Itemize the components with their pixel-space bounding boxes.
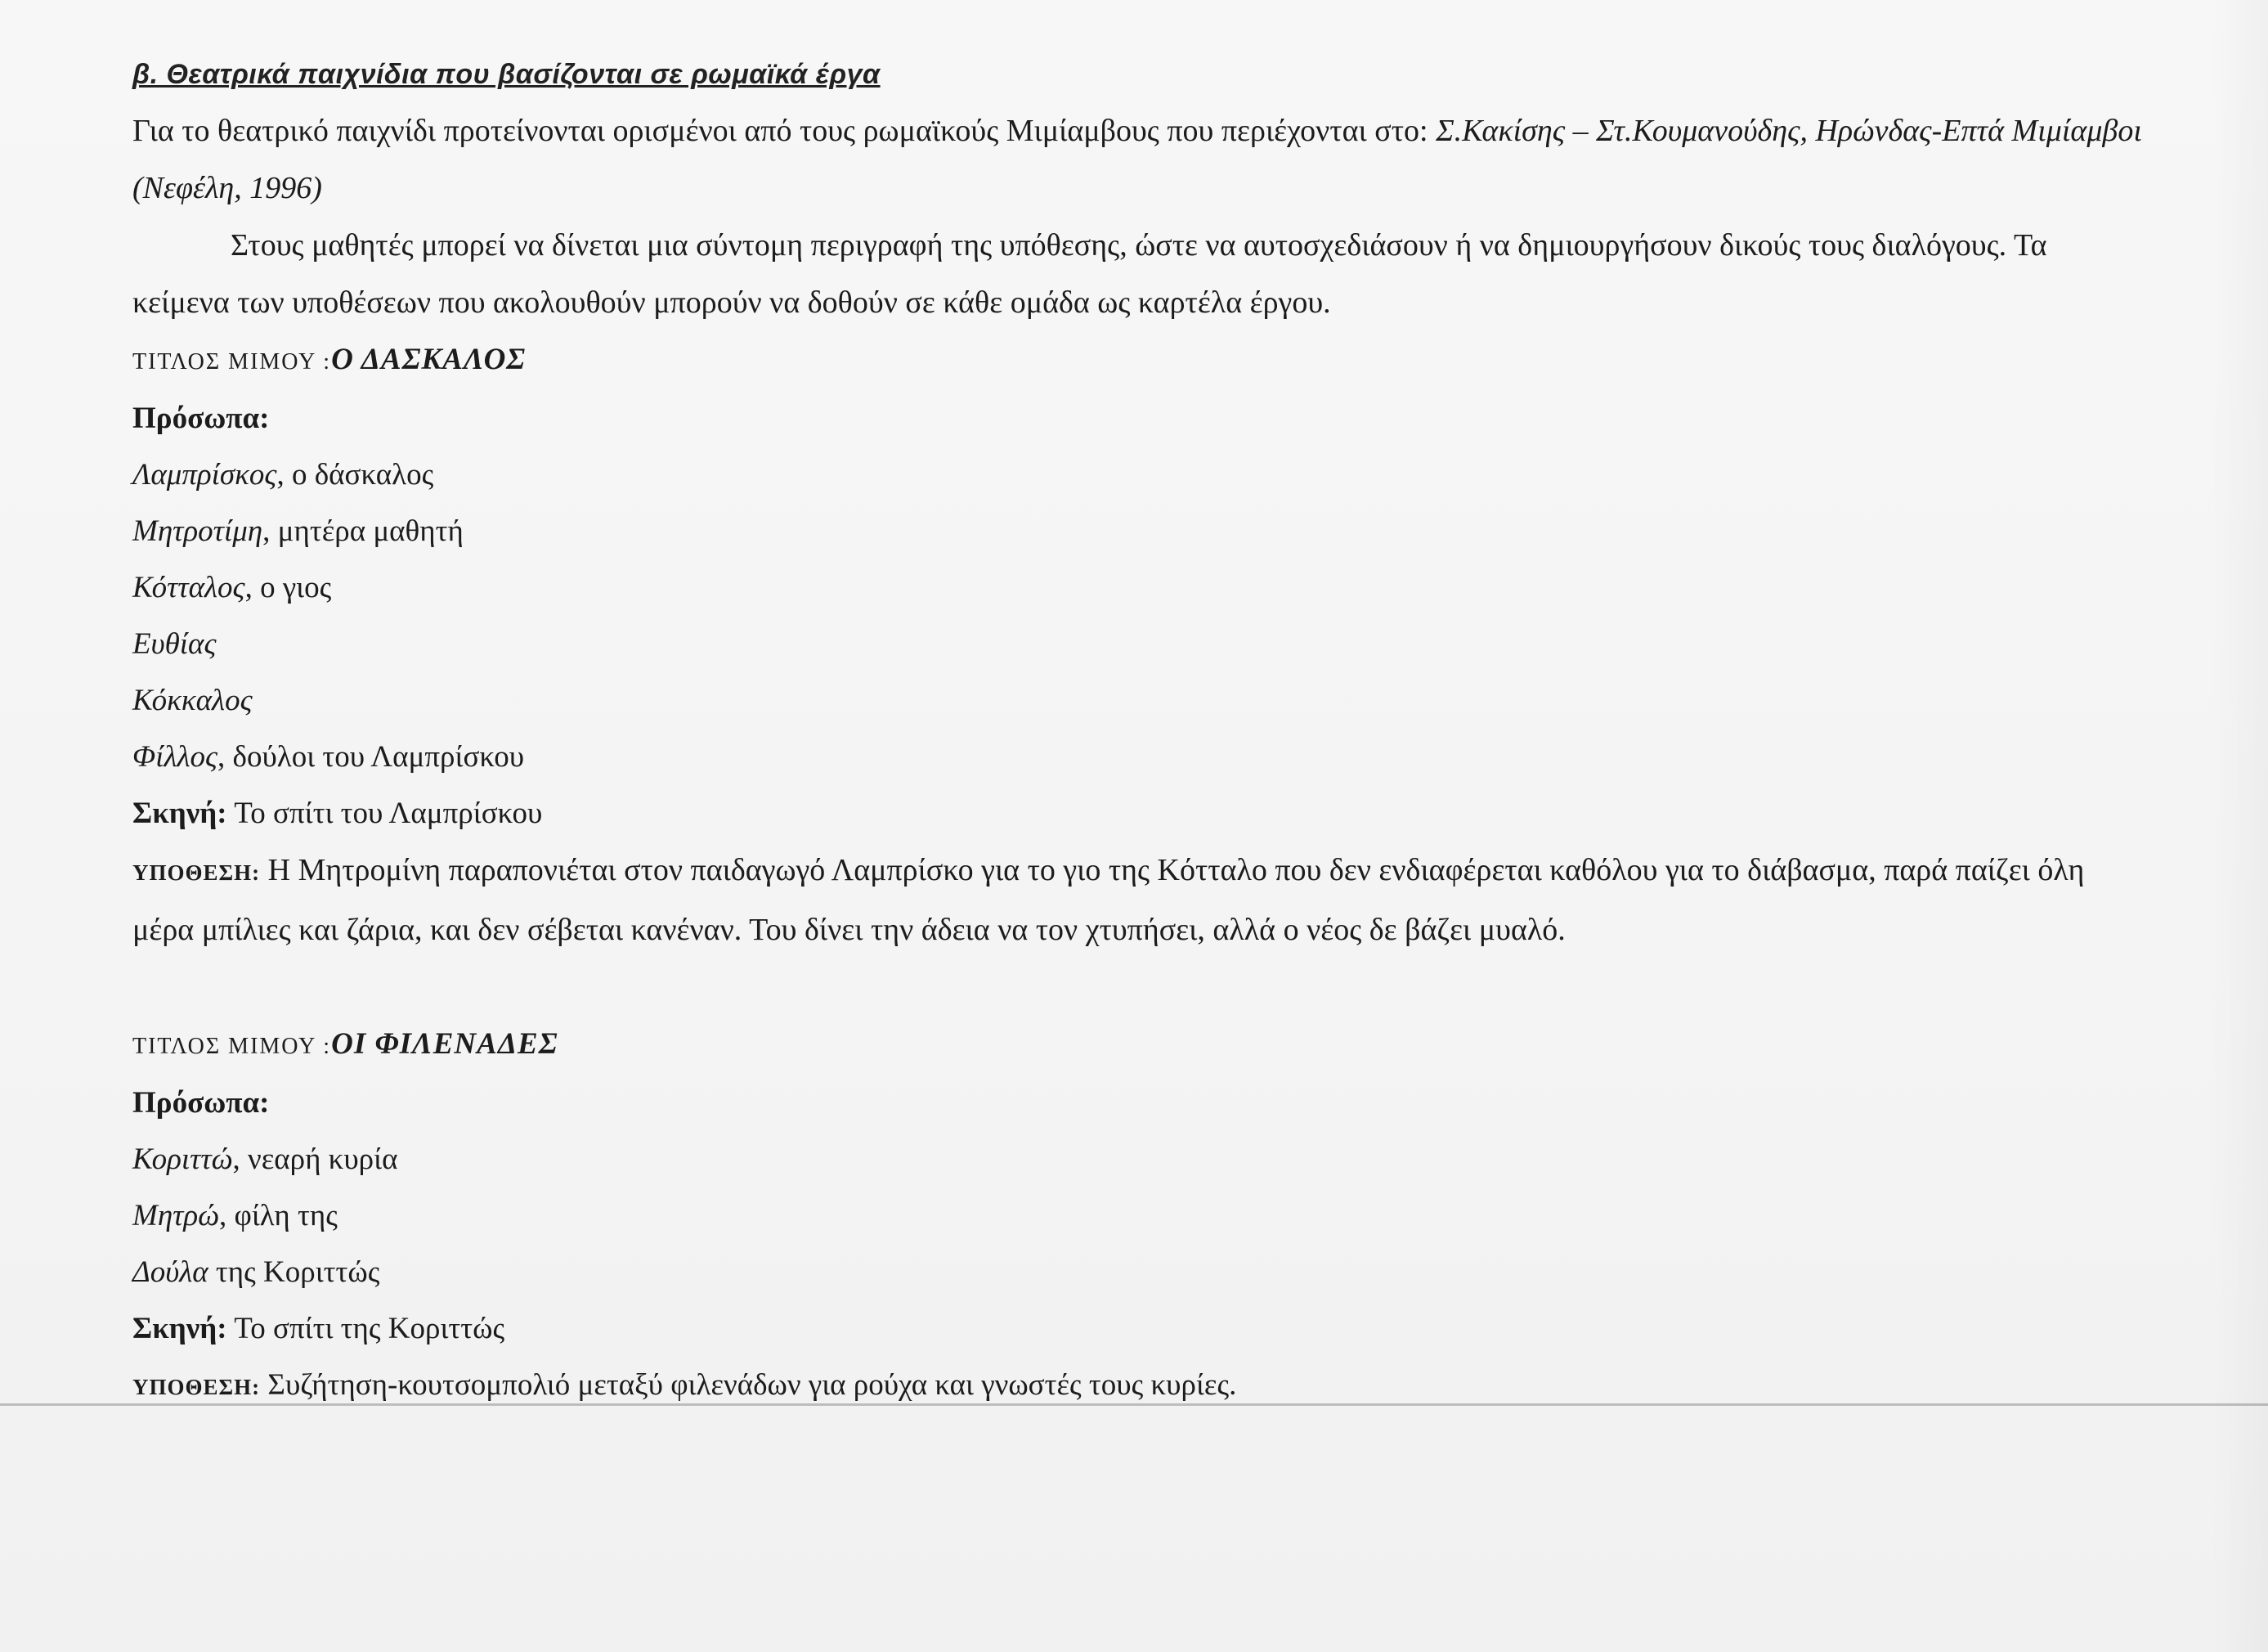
person-row	[132, 1131, 2144, 1187]
scene-line	[132, 785, 2144, 842]
person-desc: , δούλοι του Λαμπρίσκου	[217, 740, 525, 774]
persons-label: Πρόσωπα:	[132, 402, 270, 435]
plot-paragraph	[132, 842, 2144, 958]
person-row	[132, 616, 2144, 672]
mime-card-1	[132, 331, 2144, 958]
person-desc: , νεαρή κυρία	[232, 1142, 398, 1176]
person-row	[132, 1244, 2144, 1300]
document-body	[132, 59, 2144, 1416]
plot-value: Η Μητρομίνη παραπονιέται στον παιδαγωγό Λαμπρίσκο για το γιο της Κότταλο που δεν ενδιαφέρεται καθόλου για το διάβασμα, παρά παίζει όλη μέρα μπίλιες και ζάρια, και δεν σέβεται κανέναν. Του δίνει την άδεια να τον χτυπήσει, αλλά ο νέος δε βάζει μυαλό.	[132, 853, 2085, 947]
person-name: Φίλλος	[132, 740, 218, 774]
person-desc: , φίλη της	[219, 1199, 338, 1232]
mime-title-label: ΤΙΤΛΟΣ ΜΙΜΟΥ :	[132, 349, 332, 375]
person-name: Κοριττώ	[132, 1142, 233, 1176]
mime-title-label: ΤΙΤΛΟΣ ΜΙΜΟΥ :	[132, 1034, 332, 1059]
mime-card-2	[132, 1016, 2144, 1416]
person-name: Ευθίας	[132, 627, 217, 661]
person-name: Δούλα	[132, 1255, 208, 1289]
scene-value: Το σπίτι του Λαμπρίσκου	[226, 797, 543, 830]
plot-label: ΥΠΟΘΕΣΗ:	[132, 860, 261, 885]
person-row	[132, 503, 2144, 559]
mime-title-value: ΟΙ ΦΙΛΕΝΑΔΕΣ	[331, 1027, 558, 1061]
person-name: Μητροτίμη	[132, 514, 263, 548]
person-name: Κόκκαλος	[132, 684, 253, 717]
scene-value: Το σπίτι της Κοριττώς	[226, 1312, 505, 1345]
mime-title-line	[132, 1016, 2144, 1075]
mime-title-line	[132, 331, 2144, 390]
person-row	[132, 729, 2144, 785]
bottom-divider	[0, 1403, 2268, 1406]
person-desc: , μητέρα μαθητή	[262, 514, 464, 548]
intro-text: Για το θεατρικό παιχνίδι προτείνονται ορισμένοι από τους ρωμαϊκούς Μιμίαμβους που περιέχονται στο:	[132, 114, 1437, 148]
intro-paragraph	[132, 102, 2144, 217]
person-row	[132, 1187, 2144, 1244]
persons-label: Πρόσωπα:	[132, 1086, 270, 1120]
person-desc: της Κοριττώς	[208, 1255, 380, 1289]
plot-line	[132, 1357, 2144, 1416]
section-heading: β. Θεατρικά παιχνίδια που βασίζονται σε ρωμαϊκά έργα	[132, 59, 881, 90]
person-name: Κότταλος	[132, 571, 245, 604]
instructions-paragraph: Στους μαθητές μπορεί να δίνεται μια σύντομη περιγραφή της υπόθεσης, ώστε να αυτοσχεδιάσουν ή να δημιουργήσουν δικούς τους διαλόγους. Τα κείμενα των υποθέσεων που ακολουθούν μπορούν να δοθούν σε κάθε ομάδα ως καρτέλα έργου.	[132, 228, 2047, 320]
spacer	[132, 958, 2144, 1016]
person-name: Μητρώ	[132, 1199, 219, 1232]
intro-source-citation: Σ.Κακίσης – Στ.Κουμανούδης, Ηρώνδας-Επτά Μιμίαμβοι (Νεφέλη, 1996)	[132, 114, 2142, 205]
person-desc: , ο γιος	[244, 571, 332, 604]
person-desc: , ο δάσκαλος	[276, 458, 434, 492]
mime-title-value: Ο ΔΑΣΚΑΛΟΣ	[331, 343, 527, 376]
scene-label: Σκηνή:	[132, 1312, 227, 1345]
scene-line	[132, 1300, 2144, 1357]
scene-label: Σκηνή:	[132, 797, 227, 830]
scan-edge-shadow	[2211, 0, 2268, 1652]
person-row	[132, 672, 2144, 729]
plot-label: ΥΠΟΘΕΣΗ:	[132, 1375, 261, 1399]
person-name: Λαμπρίσκος	[132, 458, 277, 492]
person-row	[132, 447, 2144, 503]
person-row	[132, 559, 2144, 616]
plot-value: Συζήτηση-κουτσομπολιό μεταξύ φιλενάδων για ρούχα και γνωστές τους κυρίες.	[260, 1368, 1237, 1402]
